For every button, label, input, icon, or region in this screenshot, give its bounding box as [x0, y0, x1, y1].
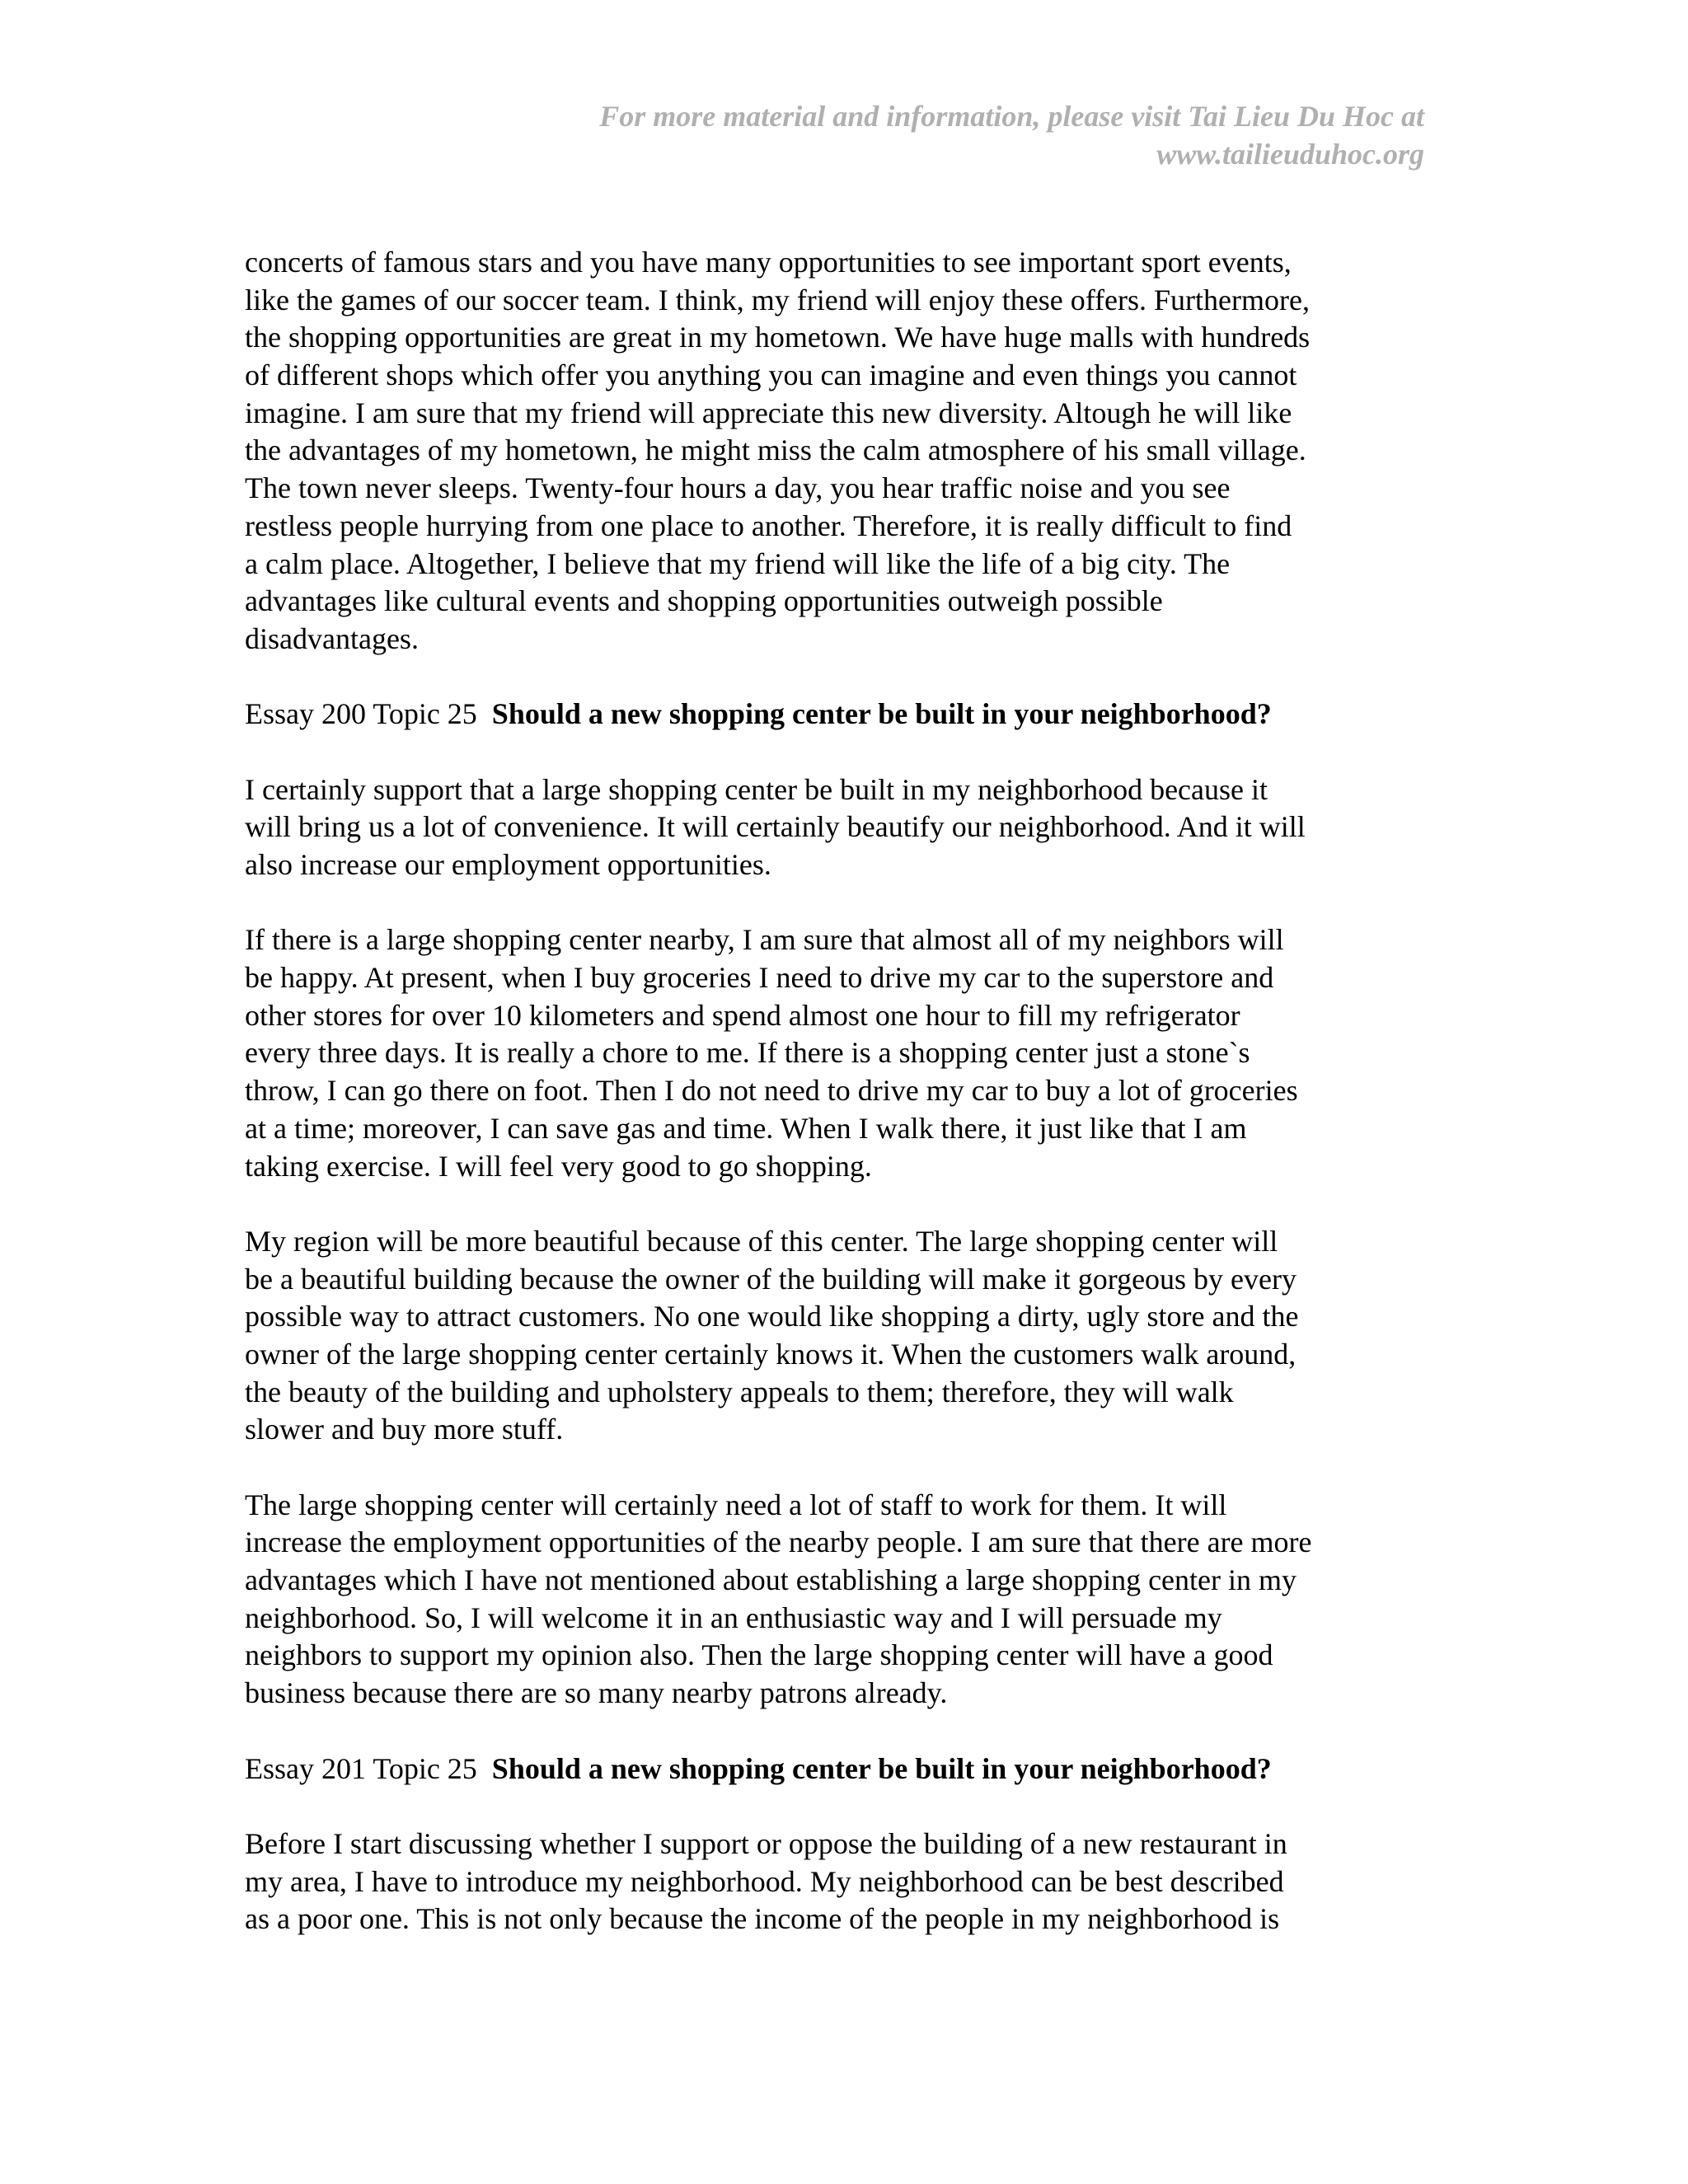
text-line: the beauty of the building and upholstery appeals to them; therefore, they will walk — [245, 1375, 1234, 1408]
text-line: a calm place. Altogether, I believe that my friend will like the life of a big city. The — [245, 546, 1231, 580]
essay-201-heading — [245, 1750, 1448, 1788]
paragraph-6 — [245, 1825, 1448, 1938]
essay-201-label: Essay 201 Topic 25 — [245, 1751, 477, 1785]
text-line: as a poor one. This is not only because the income of the people in my neighborhood is — [245, 1902, 1280, 1936]
paragraph-gap — [245, 733, 1448, 771]
text-line: the advantages of my hometown, he might miss the calm atmosphere of his small village. — [245, 434, 1306, 467]
paragraph-gap — [245, 884, 1448, 922]
text-line: at a time; moreover, I can save gas and time. When I walk there, it just like that I am — [245, 1111, 1247, 1145]
text-line: The large shopping center will certainly need a lot of staff to work for them. It will — [245, 1488, 1227, 1521]
essay-200-title: Should a new shopping center be built in your neighborhood? — [491, 697, 1272, 731]
paragraph-5 — [245, 1487, 1448, 1713]
text-line: other stores for over 10 kilometers and spend almost one hour to fill my refrigerator — [245, 998, 1240, 1032]
paragraph-gap — [245, 1185, 1448, 1223]
text-line: restless people hurrying from one place to another. Therefore, it is really difficult to find — [245, 509, 1292, 542]
text-line: business because there are so many nearby patrons already. — [245, 1676, 948, 1710]
text-line: advantages which I have not mentioned about establishing a large shopping center in my — [245, 1563, 1296, 1597]
text-line: neighborhood. So, I will welcome it in an enthusiastic way and I will persuade my — [245, 1601, 1222, 1634]
essay-201-title: Should a new shopping center be built in your neighborhood? — [491, 1751, 1272, 1785]
header-line-1: For more material and information, please visit Tai Lieu Du Hoc at — [599, 100, 1424, 133]
text-line: slower and buy more stuff. — [245, 1413, 564, 1446]
text-line: disadvantages. — [245, 621, 419, 655]
text-line: be happy. At present, when I buy groceries I need to drive my car to the superstore and — [245, 961, 1274, 995]
text-line: advantages like cultural events and shopping opportunities outweigh possible — [245, 584, 1163, 618]
text-line: also increase our employment opportunities. — [245, 848, 771, 881]
text-line: neighbors to support my opinion also. Then the large shopping center will have a good — [245, 1638, 1273, 1672]
essay-200-heading — [245, 696, 1448, 733]
text-line: every three days. It is really a chore to me. If there is a shopping center just a stone`s — [245, 1036, 1250, 1070]
text-line: increase the employment opportunities of the nearby people. I am sure that there are more — [245, 1526, 1312, 1559]
paragraph-gap — [245, 1449, 1448, 1487]
text-line: The town never sleeps. Twenty-four hours a day, you hear traffic noise and you see — [245, 471, 1231, 505]
paragraph-2 — [245, 771, 1448, 884]
text-line: my area, I have to introduce my neighborhood. My neighborhood can be best described — [245, 1864, 1284, 1898]
essay-200-label: Essay 200 Topic 25 — [245, 697, 477, 731]
paragraph-3 — [245, 921, 1448, 1185]
text-line: If there is a large shopping center nearby, I am sure that almost all of my neighbors will — [245, 923, 1284, 957]
text-line: owner of the large shopping center certainly knows it. When the customers walk around, — [245, 1337, 1296, 1371]
text-line: the shopping opportunities are great in my hometown. We have huge malls with hundreds — [245, 321, 1311, 354]
page-header — [270, 97, 1424, 173]
text-line: possible way to attract customers. No one would like shopping a dirty, ugly store and the — [245, 1300, 1299, 1333]
paragraph-gap — [245, 1713, 1448, 1750]
text-line: of different shops which offer you anything you can imagine and even things you cannot — [245, 359, 1297, 392]
text-line: taking exercise. I will feel very good to go shopping. — [245, 1149, 872, 1183]
paragraph-1 — [245, 244, 1448, 658]
paragraph-gap — [245, 1788, 1448, 1825]
paragraph-gap — [245, 658, 1448, 696]
text-line: like the games of our soccer team. I think, my friend will enjoy these offers. Furthermore, — [245, 283, 1310, 316]
text-line: I certainly support that a large shopping center be built in my neighborhood because it — [245, 772, 1268, 806]
text-line: concerts of famous stars and you have many opportunities to see important sport events, — [245, 246, 1292, 279]
text-line: be a beautiful building because the owner of the building will make it gorgeous by every — [245, 1262, 1296, 1296]
header-website-link[interactable]: www.tailieuduhoc.org — [1156, 138, 1424, 171]
text-line: imagine. I am sure that my friend will appreciate this new diversity. Altough he will like — [245, 396, 1292, 429]
text-line: throw, I can go there on foot. Then I do not need to drive my car to buy a lot of groceries — [245, 1074, 1298, 1108]
paragraph-4 — [245, 1223, 1448, 1449]
text-line: will bring us a lot of convenience. It will certainly beautify our neighborhood. And it will — [245, 810, 1306, 844]
document-body — [245, 244, 1448, 1938]
text-line: My region will be more beautiful because of this center. The large shopping center will — [245, 1224, 1278, 1258]
text-line: Before I start discussing whether I support or oppose the building of a new restaurant in — [245, 1826, 1287, 1860]
